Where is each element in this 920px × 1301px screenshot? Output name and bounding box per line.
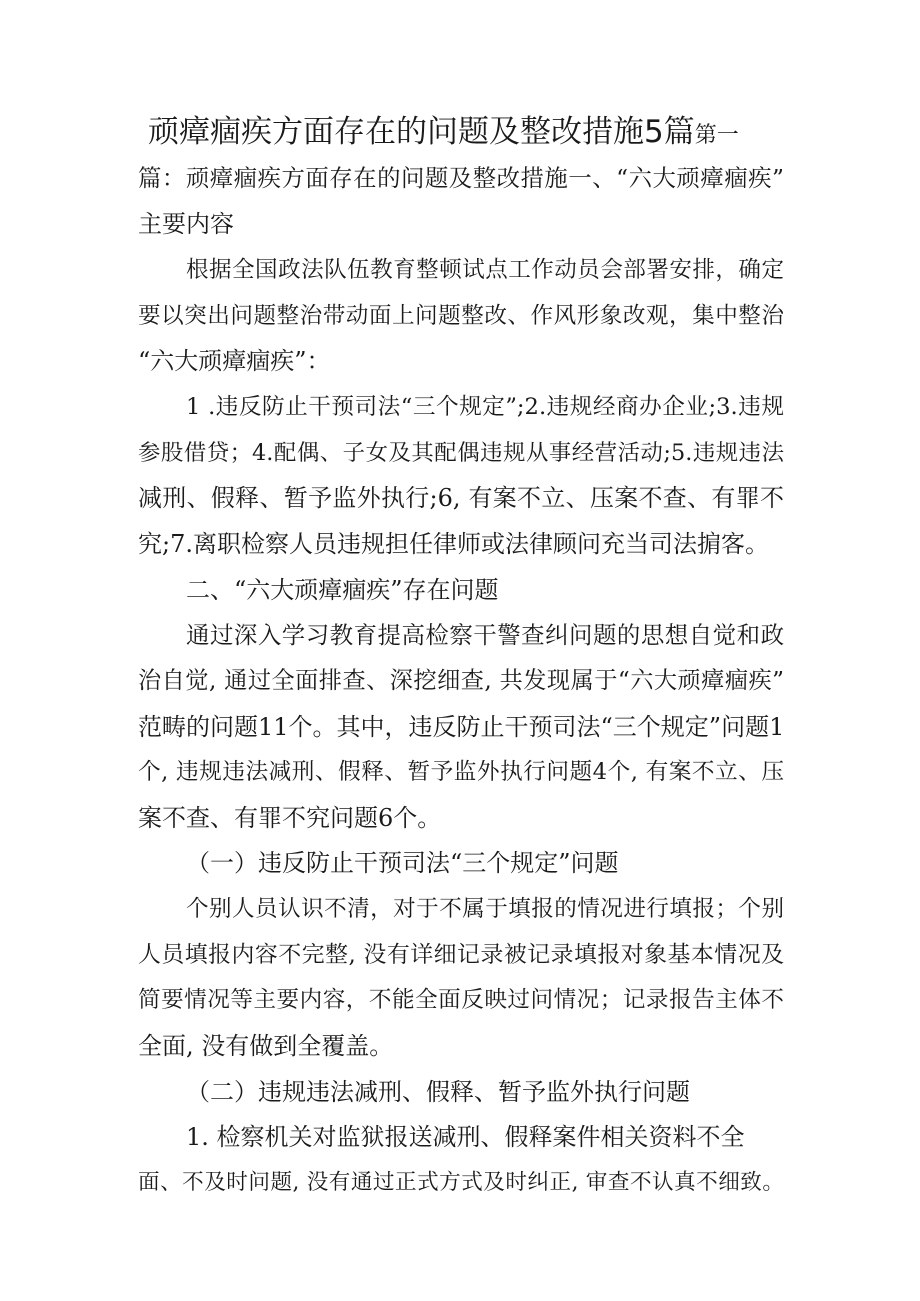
paragraph-line: 人员填报内容不完整, 没有详细记录被记录填报对象基本情况及 (138, 942, 784, 968)
title-tail: 第一 (694, 123, 739, 148)
title-main: 顽瘴痼疾方面存在的问题及整改措施5篇 (148, 114, 695, 150)
paragraph-line: 个, 违规违法减刑、假释、暂予监外执行问题4个, 有案不立、压 (138, 759, 784, 785)
paragraph-line: 个别人员认识不清，对于不属于填报的情况进行填报；个别 (186, 896, 784, 922)
paragraph-line: 全面, 没有做到全覆盖。 (138, 1032, 394, 1060)
paragraph-line: 1 .违反防止干预司法“三个规定”;2.违规经商办企业;3.违规 (186, 394, 784, 420)
paragraph-line: “六大顽瘴痼疾”： (138, 347, 331, 375)
paragraph-line: 参股借贷；4.配偶、子女及其配偶违规从事经营活动;5.违规违法 (138, 440, 784, 466)
paragraph-line: 要以突出问题整治带动面上问题整改、作风形象改观，集中整治 (138, 303, 784, 329)
paragraph-line: 1. 检察机关对监狱报送减刑、假释案件相关资料不全 (186, 1123, 745, 1151)
subsection-heading: （一）违反防止干预司法“三个规定”问题 (186, 849, 619, 877)
paragraph-line: 治自觉, 通过全面排查、深挖细查, 共发现属于“六大顽瘴痼疾” (138, 667, 784, 694)
paragraph-line: 篇：顽瘴痼疾方面存在的问题及整改措施一、“六大顽瘴痼疾” (138, 164, 784, 192)
section-heading: 二、“六大顽瘴痼疾”存在问题 (186, 576, 499, 604)
paragraph-line: 根据全国政法队伍教育整顿试点工作动员会部署安排，确定 (186, 257, 784, 283)
paragraph-line: 范畴的问题11个。其中，违反防止干预司法“三个规定”问题1 (138, 713, 785, 741)
subsection-heading: （二）违规违法减刑、假释、暂予监外执行问题 (186, 1078, 690, 1106)
paragraph-line: 通过深入学习教育提高检察干警查纠问题的思想自觉和政 (186, 621, 784, 649)
paragraph-line: 究;7.离职检察人员违规担任律师或法律顾问充当司法掮客。 (138, 530, 769, 558)
paragraph-line: 主要内容 (138, 210, 234, 238)
document-title (148, 115, 739, 149)
paragraph-line: 面、不及时问题, 没有通过正式方式及时纠正, 审查不认真不细致。 (138, 1170, 784, 1195)
paragraph-line: 简要情况等主要内容，不能全面反映过问情况；记录报告主体不 (138, 987, 784, 1013)
paragraph-line: 减刑、假释、暂予监外执行;6, 有案不立、压案不查、有罪不 (138, 484, 784, 512)
paragraph-line: 案不查、有罪不究问题6个。 (138, 804, 442, 832)
